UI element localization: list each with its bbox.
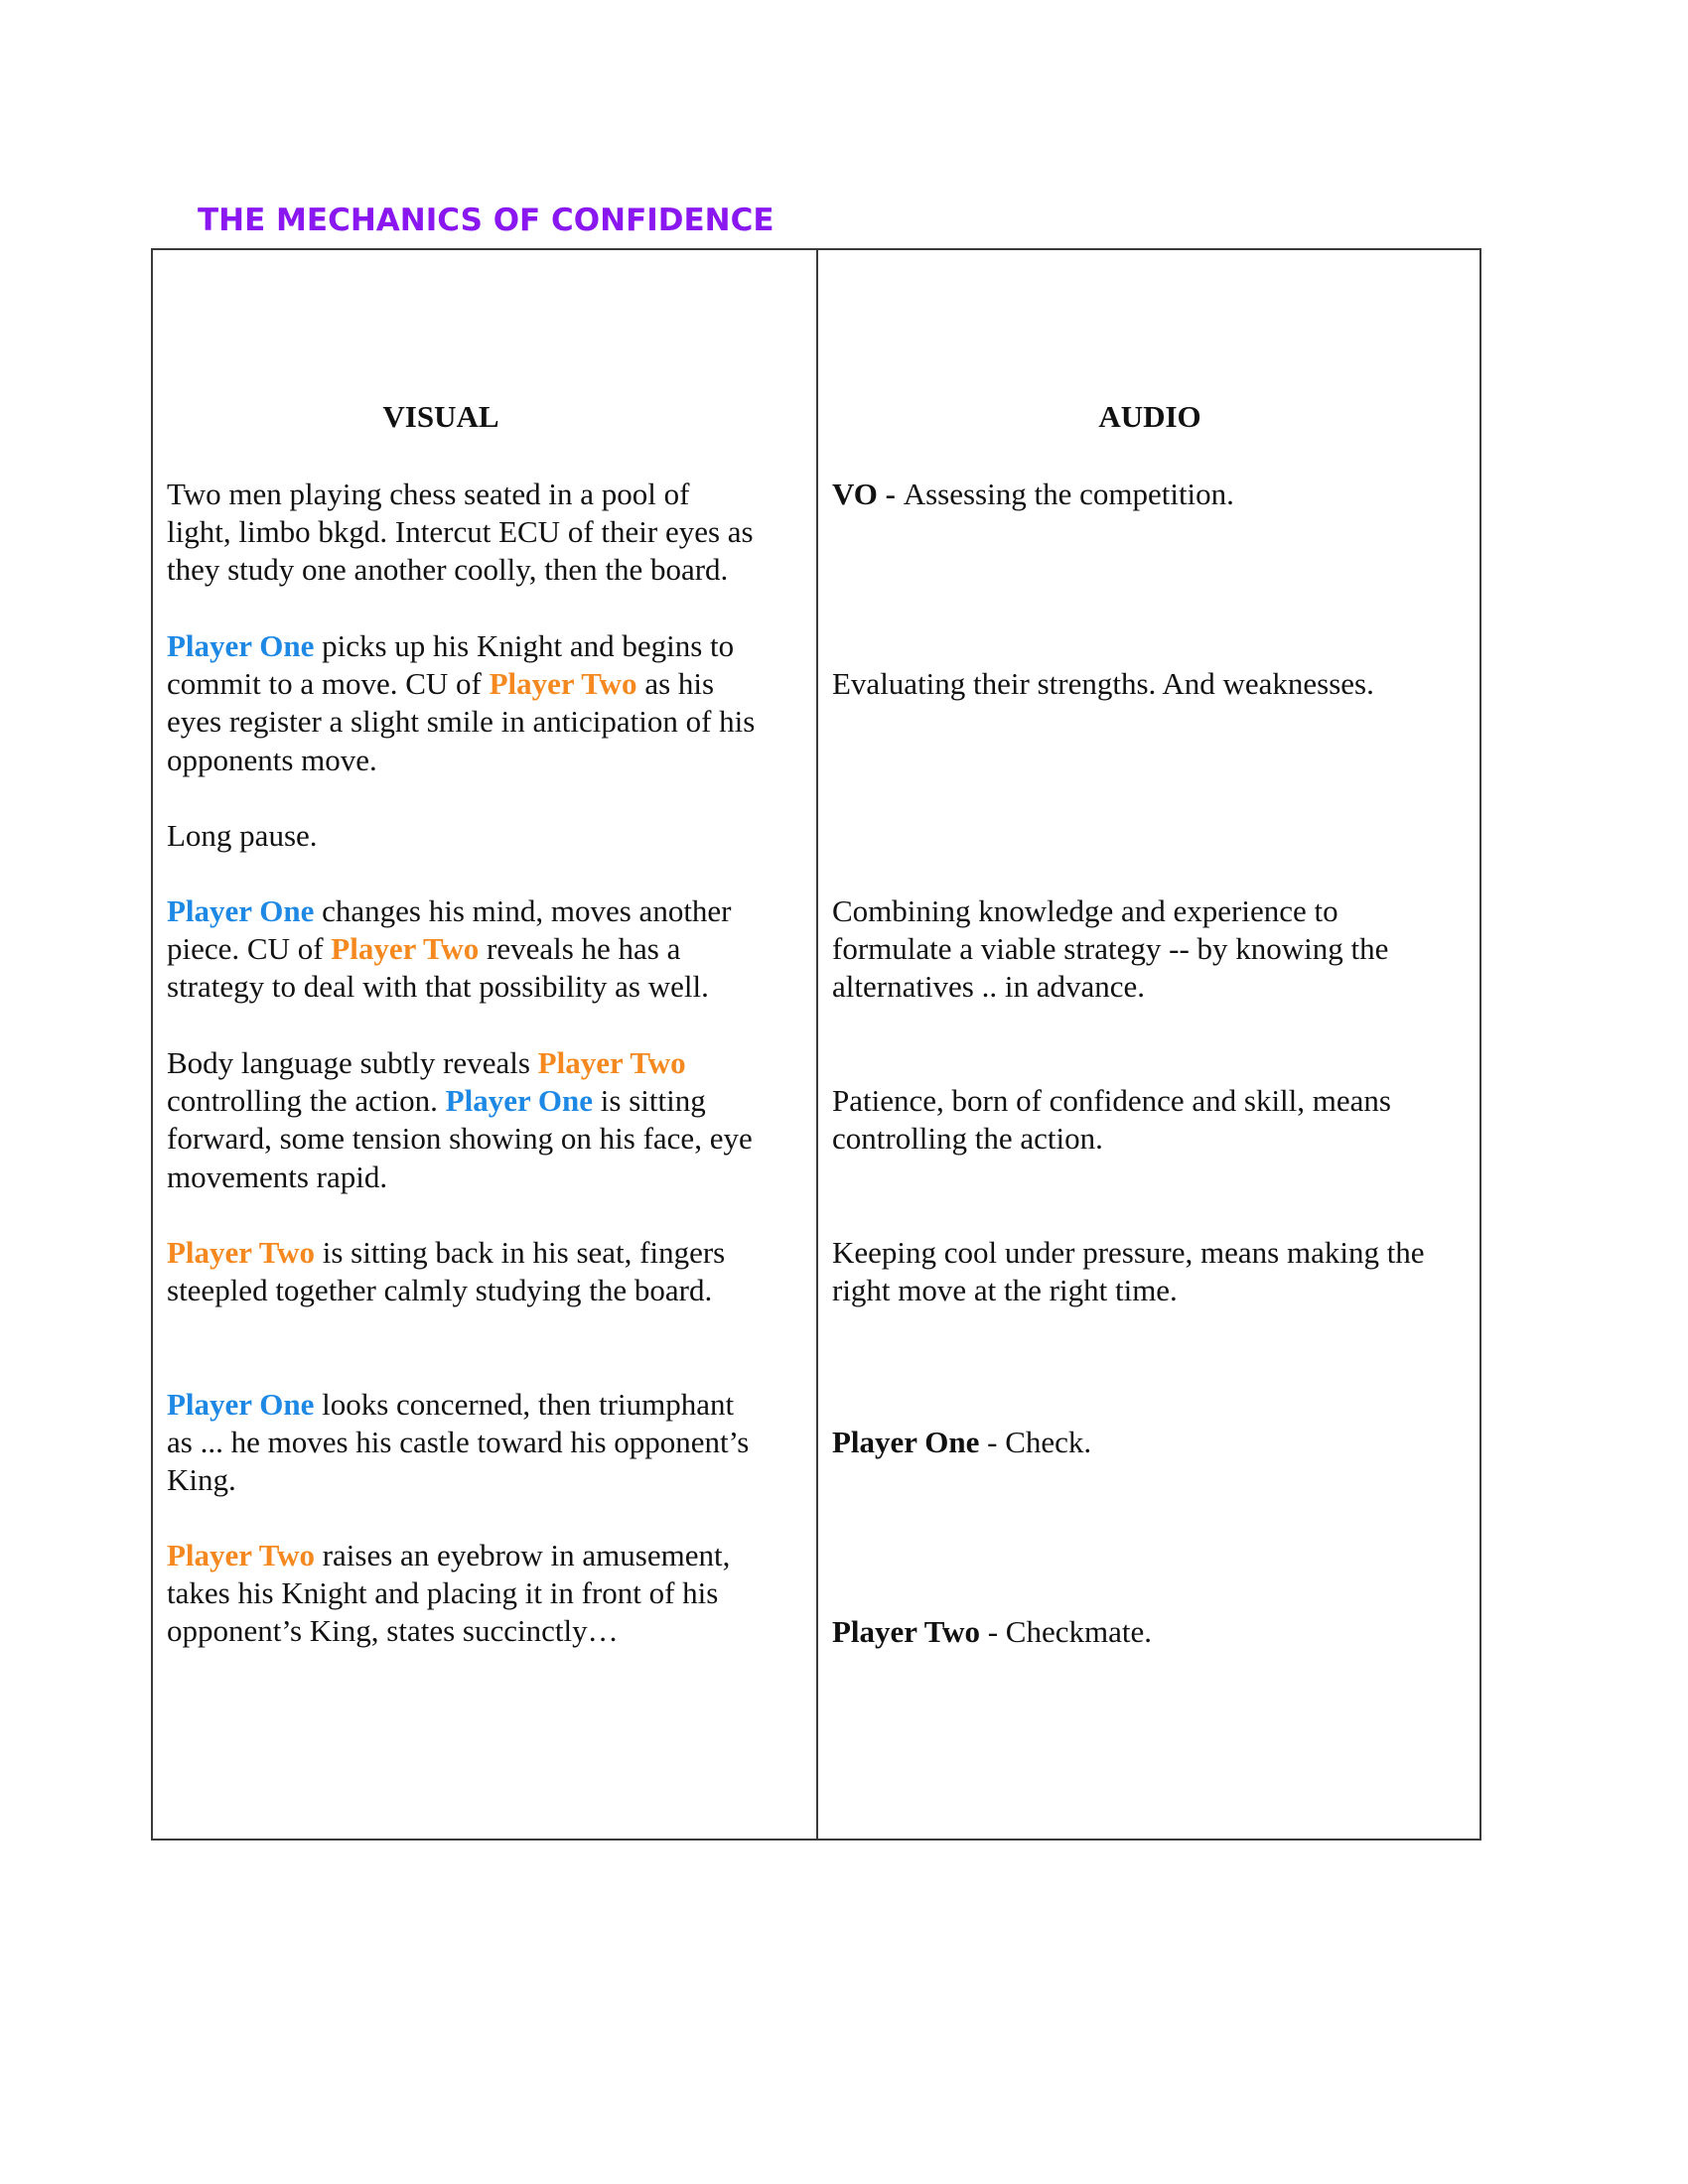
audio-block-5 [832, 1234, 1425, 1309]
player-one-name: Player One [445, 1083, 594, 1119]
visual-line: Two men playing chess seated in a pool of [167, 477, 690, 511]
audio-block-3 [832, 892, 1388, 1007]
player-two-speaker: Player Two [832, 1614, 980, 1649]
visual-line: Player Two is sitting back in his seat, fingers [167, 1235, 726, 1270]
visual-block-5 [167, 1044, 753, 1196]
column-divider [816, 250, 818, 1839]
audio-block-4 [832, 1082, 1391, 1158]
player-two-name: Player Two [167, 1235, 315, 1270]
audio-line: Combining knowledge and experience to [832, 893, 1338, 928]
visual-block-2 [167, 627, 755, 779]
audio-line: Keeping cool under pressure, means making the [832, 1235, 1425, 1270]
visual-line: takes his Knight and placing it in front of his [167, 1575, 719, 1611]
player-two-name: Player Two [537, 1045, 686, 1080]
script-table [151, 248, 1481, 1841]
visual-line: light, limbo bkgd. Intercut ECU of their eyes as [167, 514, 754, 550]
visual-line: controlling the action. Player One is sitting [167, 1083, 706, 1119]
visual-block-4 [167, 892, 732, 1007]
audio-line: Player One - Check. [832, 1425, 1092, 1459]
audio-block-7 [832, 1613, 1152, 1651]
player-two-name: Player Two [167, 1538, 315, 1572]
visual-line: strategy to deal with that possibility as well. [167, 969, 709, 1005]
vo-label: VO - [832, 477, 904, 511]
audio-line: formulate a viable strategy -- by knowing the [832, 931, 1389, 967]
visual-line: opponents move. [167, 742, 377, 777]
visual-block-1 [167, 476, 754, 590]
player-one-name: Player One [167, 1387, 315, 1422]
audio-line: controlling the action. [832, 1121, 1103, 1157]
player-two-name: Player Two [331, 931, 480, 967]
visual-line: movements rapid. [167, 1159, 388, 1194]
audio-column-header: AUDIO [1098, 399, 1201, 434]
audio-line: alternatives .. in advance. [832, 969, 1146, 1005]
audio-block-6 [832, 1424, 1091, 1461]
audio-block-2 [832, 665, 1374, 703]
visual-block-3 [167, 817, 318, 855]
visual-column-header: VISUAL [382, 399, 499, 434]
visual-line: Player One picks up his Knight and begins to [167, 628, 735, 663]
visual-line: piece. CU of Player Two reveals he has a [167, 931, 681, 967]
visual-line: commit to a move. CU of Player Two as his [167, 666, 715, 702]
visual-line: forward, some tension showing on his face, eye [167, 1121, 753, 1157]
visual-line: Player One looks concerned, then triumphant [167, 1387, 735, 1422]
visual-line: King. [167, 1462, 236, 1498]
visual-line: opponent’s King, states succinctly… [167, 1613, 619, 1649]
visual-line: Body language subtly reveals Player Two [167, 1045, 686, 1080]
visual-line: steepled together calmly studying the board. [167, 1273, 713, 1308]
audio-line: Player Two - Checkmate. [832, 1614, 1152, 1649]
audio-line: Patience, born of confidence and skill, means [832, 1083, 1391, 1118]
player-two-name: Player Two [489, 666, 637, 702]
visual-block-7 [167, 1386, 749, 1500]
player-one-speaker: Player One [832, 1425, 980, 1459]
document-title: THE MECHANICS OF CONFIDENCE [198, 203, 774, 238]
visual-line: Long pause. [167, 818, 318, 853]
audio-line: Evaluating their strengths. And weaknesses. [832, 666, 1374, 701]
visual-line: they study one another coolly, then the board. [167, 552, 729, 588]
visual-line: Player Two raises an eyebrow in amusement, [167, 1538, 731, 1572]
audio-line: right move at the right time. [832, 1273, 1178, 1308]
visual-line: eyes register a slight smile in anticipation of his [167, 704, 756, 740]
visual-line: as ... he moves his castle toward his opponent’s [167, 1425, 750, 1460]
visual-line: Player One changes his mind, moves another [167, 893, 732, 928]
audio-block-1 [832, 476, 1234, 513]
visual-block-6 [167, 1234, 725, 1309]
audio-line: VO - Assessing the competition. [832, 477, 1234, 511]
visual-block-8 [167, 1537, 730, 1651]
player-one-name: Player One [167, 628, 315, 663]
player-one-name: Player One [167, 893, 315, 928]
